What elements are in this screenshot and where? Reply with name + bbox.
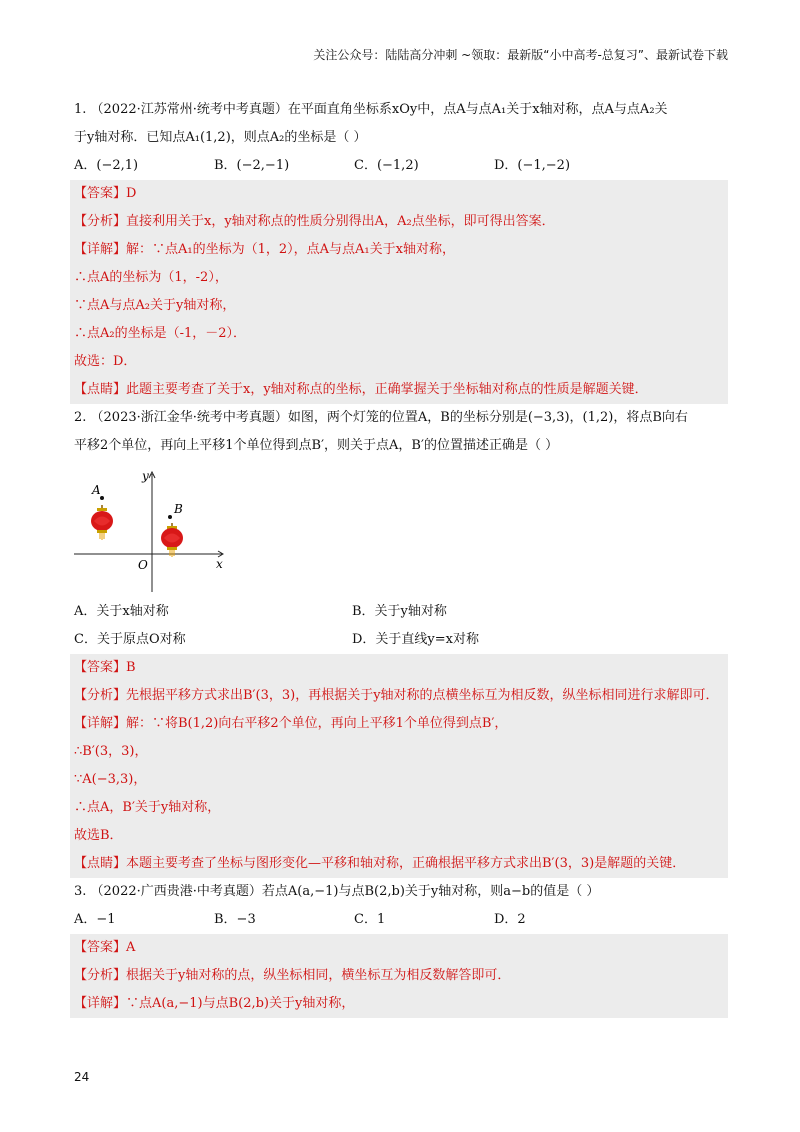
q2-detail-5: 故选B． [74,828,123,843]
q2-option-b: B．关于y轴对称 [352,604,447,619]
q1-option-d: D．(−1,−2) [494,158,571,173]
q2-option-d: D．关于直线y=x对称 [352,632,479,647]
q2-option-a: A．关于x轴对称 [74,604,169,619]
x-axis-label: x [216,557,223,571]
q2-detail-1: 【详解】解：∵将B(1,2)向右平移2个单位，再向上平移1个单位得到点B′， [74,716,508,731]
q1-option-b: B．(−2,−1) [214,158,290,173]
q2-analysis: 【分析】先根据平移方式求出B′(3，3)，再根据关于y轴对称的点横坐标互为相反数，纵坐标相同进行求解即可． [74,688,719,703]
q3-answer-block [70,934,728,1018]
q2-stem-line2: 平移2个单位，再向上平移1个单位得到点B′，则关于点A，B′的位置描述正确是（ ） [74,438,559,453]
q1-comment: 【点睛】此题主要考查了关于x，y轴对称点的坐标，正确掌握关于坐标轴对称点的性质是解题关键． [74,382,648,397]
q2-figure [74,468,728,594]
q3-option-d: D．2 [494,912,526,927]
point-b [168,515,172,519]
q3-answer: 【答案】A [74,940,136,955]
q2-options-row2 [74,626,728,654]
q3-option-b: B．−3 [214,912,256,927]
q2-option-c: C．关于原点O对称 [74,632,186,647]
q2-comment: 【点睛】本题主要考查了坐标与图形变化—平移和轴对称，正确根据平移方式求出B′(3，3)是解题的关键． [74,856,686,871]
q1-stem-line2: 于y轴对称．已知点A₁(1,2)，则点A₂的坐标是（ ） [74,130,367,145]
origin-label: O [138,558,148,572]
y-axis-label: y [142,469,149,483]
q2-answer-block [70,654,728,878]
q1-answer-block [70,180,728,404]
question-2 [74,404,728,878]
q1-stem-line1: 1. （2022·江苏常州·统考中考真题）在平面直角坐标系xOy中，点A与点A₁关于x轴对称，点A与点A₂关 [74,102,668,117]
coordinate-figure [74,468,234,594]
q3-options [74,906,728,934]
q2-detail-3: ∵A(−3,3)， [74,772,147,787]
page-number: 24 [74,1070,90,1084]
q2-detail-4: ∴点A，B′关于y轴对称， [74,800,221,815]
q1-detail-5: 故选：D． [74,354,137,369]
q1-options [74,152,728,180]
q3-analysis: 【分析】根据关于y轴对称的点，纵坐标相同，横坐标互为相反数解答即可． [74,968,511,983]
page-content [74,96,728,1018]
q2-answer: 【答案】B [74,660,136,675]
point-b-label: B [174,502,183,516]
point-a-label: A [92,483,101,497]
lantern-b-icon [161,523,183,557]
q2-stem-line1: 2. （2023·浙江金华·统考中考真题）如图，两个灯笼的位置A，B的坐标分别是(−3,3)，(1,2)，将点B向右 [74,410,688,425]
q1-option-c: C．(−1,2) [354,158,419,173]
lantern-a-icon [91,505,113,540]
q2-detail-2: ∴B′(3，3)， [74,744,148,759]
q1-option-a: A．(−2,1) [74,158,139,173]
q2-options-row1 [74,598,728,626]
q1-analysis: 【分析】直接利用关于x，y轴对称点的性质分别得出A，A₂点坐标，即可得出答案． [74,214,555,229]
q3-detail-1: 【详解】∵点A(a,−1)与点B(2,b)关于y轴对称， [74,996,355,1011]
question-3 [74,878,728,1018]
q1-detail-1: 【详解】解：∵点A₁的坐标为（1，2），点A与点A₁关于x轴对称， [74,242,455,257]
q1-detail-3: ∵点A与点A₂关于y轴对称， [74,298,236,313]
q3-option-c: C．1 [354,912,386,927]
q1-answer: 【答案】D [74,186,137,201]
page-header: 关注公众号：陆陆高分冲刺 ~领取：最新版“小中高考-总复习”、最新试卷下载 [313,48,728,62]
q3-option-a: A．−1 [74,912,116,927]
q3-stem: 3. （2022·广西贵港·中考真题）若点A(a,−1)与点B(2,b)关于y轴对称，则a−b的值是（ ） [74,884,600,899]
question-1 [74,96,728,404]
q1-detail-4: ∴点A₂的坐标是（-1，－2）． [74,326,247,341]
q1-detail-2: ∴点A的坐标为（1，-2）， [74,270,228,285]
